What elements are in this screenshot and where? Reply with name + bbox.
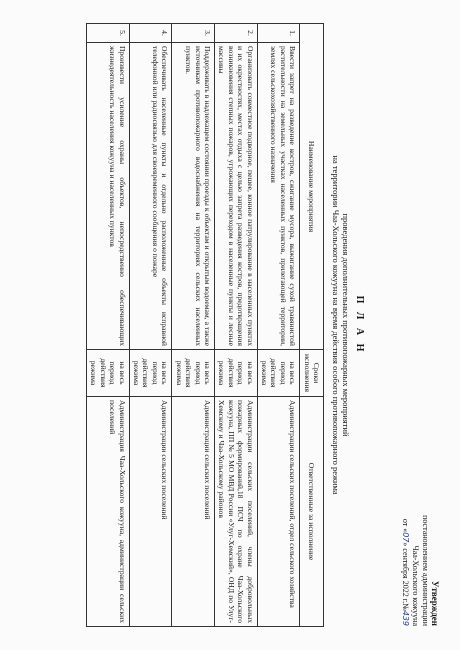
row-term: на весь период действия режима bbox=[257, 350, 300, 397]
row-responsible: Администрации сельских поселений bbox=[172, 397, 215, 627]
table-row bbox=[214, 24, 257, 627]
row-responsible: Администрации сельских поселений, члены добровольных пожарных формирований,18 ПСЧ по охране Чаа-Хольского кожууна, ПП № 5 МО МВД России «Улуг-Хемский», ОНД по Улуг-Хемскому и Чаа-Хольскому районов bbox=[214, 397, 257, 627]
measures-table bbox=[86, 23, 324, 627]
row-action: Поддерживать в надлежащем состоянии проезды к объектам и открытым водоемам, а также источникам противопожарного водоснабжения на территориях сельских населенных пунктов. bbox=[172, 43, 215, 350]
row-number: 5. bbox=[87, 24, 130, 43]
approval-date bbox=[400, 451, 410, 626]
row-action: Ввести запрет на разведение костров, сжигание мусора, выжигание сухой травянистой растительности на земельных участках населенных пунктов, прилегающей территории, землях сельскохозяйственного назначения bbox=[257, 43, 300, 350]
row-responsible: Администрации сельских поселений bbox=[129, 397, 172, 627]
date-middle: » сентября 2022 г.№ bbox=[401, 542, 410, 611]
row-action: Организовать совместное подворное, пешее, конное патрулирование в населенных пунктах и их окрестностях, местах отдыха с целью запрета разведения костров, предотвращения возникновения степных пожаров, угрожающих переходом в населенные пункты и лесные массивы bbox=[214, 43, 257, 350]
row-term: на весь период действия режима bbox=[87, 350, 130, 397]
row-number: 4. bbox=[129, 24, 172, 43]
row-number: 2. bbox=[214, 24, 257, 43]
row-term: на весь период действия режима bbox=[129, 350, 172, 397]
date-day-handwritten: 07 bbox=[401, 532, 410, 543]
approval-stamp bbox=[400, 451, 440, 626]
table-row bbox=[257, 24, 300, 627]
row-responsible: Администрация Чаа-Хольского кожууна, администрации сельских поселений bbox=[87, 397, 130, 627]
plan-subtitle-1: проведения дополнительных противопожарных мероприятий bbox=[341, 213, 352, 437]
date-prefix: от « bbox=[401, 518, 410, 533]
header-responsible: Ответственные за исполнение bbox=[300, 397, 324, 627]
plan-title bbox=[331, 20, 365, 630]
approval-line1: постановлением администрации bbox=[421, 515, 430, 626]
row-number: 3. bbox=[172, 24, 215, 43]
row-term: на весь период действия режима bbox=[214, 350, 257, 397]
header-name: Наименование мероприятия bbox=[300, 24, 324, 350]
header-term: Сроки исполнения bbox=[300, 350, 324, 397]
table-row bbox=[172, 24, 215, 627]
table-row bbox=[87, 24, 130, 627]
approval-line2: Чаа-Хольского кожууна bbox=[411, 545, 420, 626]
table-row bbox=[129, 24, 172, 627]
row-term: на весь период действия режима bbox=[172, 350, 215, 397]
row-action: Произвести усиление охраны объектов, непосредственно обеспечивающих жизнедеятельность населения кожууна и населенных пунктов bbox=[87, 43, 130, 350]
row-number: 1. bbox=[257, 24, 300, 43]
plan-subtitle-2: на территории Чаа-Хольского кожууна на время действия особого противопожарного режима bbox=[331, 155, 341, 495]
plan-heading: П Л А Н bbox=[354, 295, 365, 355]
table-header-row bbox=[300, 24, 324, 627]
date-number-handwritten: 439 bbox=[401, 610, 410, 626]
approval-heading: Утвержден bbox=[430, 580, 440, 626]
row-action: Обеспечивать населенные пункты и отдельно расположенные объекты исправной телефонной или радиосвязью для своевременного сообщения о пожаре bbox=[129, 43, 172, 350]
row-responsible: Администрации сельских поселений, отдел сельского хозяйства bbox=[257, 397, 300, 627]
